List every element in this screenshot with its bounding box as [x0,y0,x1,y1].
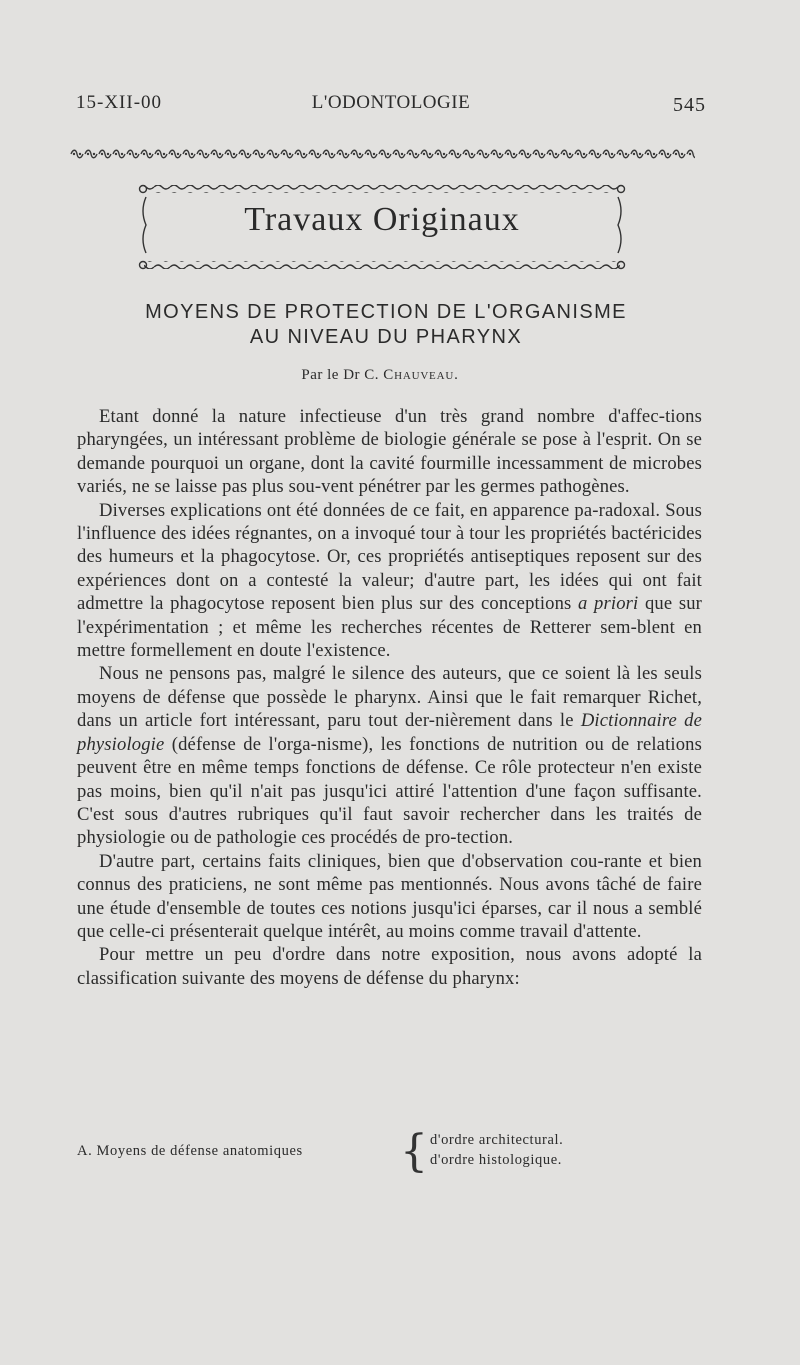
paragraph-5: Pour mettre un peu d'ordre dans notre exposition, nous avons adopté la classification suivante des moyens de défense du pharynx: [77,944,702,989]
article-title-line-2: AU NIVEAU DU PHARYNX [249,326,523,348]
classification-option-2: d'ordre histologique. [430,1152,562,1168]
article-title [70,300,702,350]
section-heading-frame [138,183,626,273]
classification-table [77,1126,697,1180]
issue-date: 15-XII-00 [76,92,163,113]
byline-prefix: Par le Dr C. [301,367,380,383]
classification-option-1: d'ordre architectural. [430,1132,564,1148]
paragraph-3: Nous ne pensons pas, malgré le silence des auteurs, que ce soient là les seuls moyens de défense que possède le pharynx. Ainsi que le fait remarquer Richet, dans un article fort intéressant, paru tout der-nièrement dans le Dictionnaire de physiologie (défense de l'orga-nisme), les fonctions de nutrition ou de relations peuvent être en même temps fonctions de défense. Ce rôle protecteur n'en existe pas moins, bien qu'il n'ait pas jusqu'ici attiré l'attention d'une façon suffisante. C'est sous d'autres rubriques qu'il faut savoir rechercher dans les traités de physiologie ou de pathologie ces procédés de pro-tection. [77,663,702,849]
paragraph-4: D'autre part, certains faits cliniques, bien que d'observation cou-rante et bien connus des praticiens, ne sont même pas mentionnés. Nous avons tâché de faire une étude d'ensemble de toutes ces notions jusqu'ici éparses, car il nous a semblé que celle-ci présenterait quelque intérêt, au moins comme travail d'attente. [77,850,702,942]
paragraph-1: Etant donné la nature infectieuse d'un très grand nombre d'affec-tions pharyngées, un intéressant problème de biologie générale se pose à l'esprit. On se demande pourquoi un organe, dont la cavité fourmille incessamment de microbes variés, ne se laisse pas plus sou-vent pénétrer par les germes pathogènes. [77,406,702,498]
page-number: 545 [673,94,706,116]
paragraph-2: Diverses explications ont été données de ce fait, en apparence pa-radoxal. Sous l'influence des idées régnantes, on a invoqué tour à tour les propriétés bactéricides des humeurs et la phagocytose. Or, ces propriétés antiseptiques reposent sur des expériences dont on a contesté la valeur; d'autre part, les idées qui ont fait admettre la phagocytose reposent bien plus sur des conceptions a priori que sur l'expérimentation ; et même les recherches récentes de Retterer sem-blent en mettre formellement en doute l'existence. [77,499,702,662]
brace-icon: { [400,1126,429,1177]
byline [230,367,530,384]
article-title-line-1: MOYENS DE PROTECTION DE L'ORGANISME [145,301,627,323]
classification-label: A. Moyens de défense anatomiques [77,1143,303,1159]
author-name: Chauveau. [383,367,459,383]
article-body [77,405,702,990]
section-title: Travaux Originaux [244,201,520,238]
running-head [76,92,706,122]
ornamental-rule [70,148,695,160]
journal-name: L'ODONTOLOGIE [311,92,471,113]
